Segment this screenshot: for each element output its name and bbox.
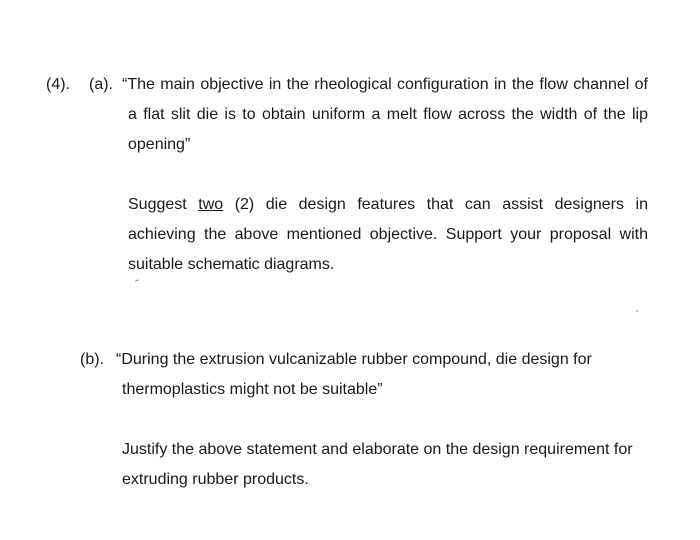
part-a-task: [128, 190, 648, 280]
scan-speck: [636, 310, 638, 312]
part-a-label: (a).: [89, 76, 113, 93]
scan-speck: [135, 279, 139, 281]
part-b-task: Justify the above statement and elaborate on the design requirement for extruding rubber products.: [122, 441, 633, 488]
part-b-label: (b).: [80, 351, 104, 368]
part-b-quote: “During the extrusion vulcanizable rubber compound, die design for thermoplastics might not be suitable”: [116, 351, 592, 398]
question-number: (4).: [46, 76, 70, 93]
part-a-task-underlined: two: [198, 196, 224, 213]
part-a-task-suffix: (2) die design features that can assist designers in achieving the above mentioned objective. Support your proposal with suitable schematic diagrams.: [128, 196, 648, 273]
part-a-quote: “The main objective in the rheological configuration in the flow channel of a flat slit die is to obtain uniform a melt flow across the width of the lip opening”: [122, 76, 648, 153]
part-a-task-prefix: Suggest: [128, 196, 187, 213]
